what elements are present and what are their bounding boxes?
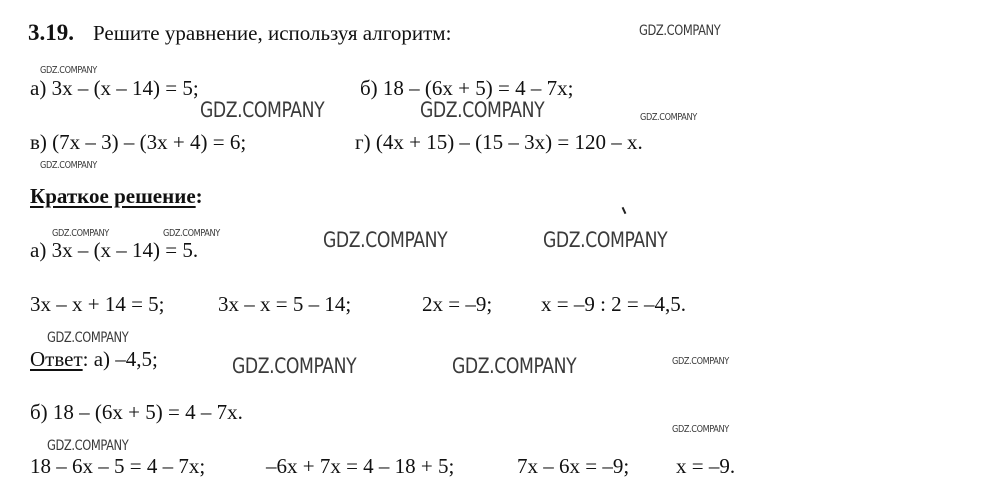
solution-heading [30,186,203,207]
watermark: GDZ.COMPANY [323,228,448,252]
watermark: GDZ.COMPANY [639,23,721,39]
solution-b-step-4: х = –9. [676,454,736,478]
answer-value: : а) –4,5; [82,347,158,371]
problem-number: 3.19. [28,20,74,45]
watermark: GDZ.COMPANY [163,228,220,239]
watermark: GDZ.COMPANY [672,356,729,367]
watermark: GDZ.COMPANY [200,98,325,122]
solution-a-step-3: 2х = –9; [422,292,493,316]
problem-statement: Решите уравнение, используя алгоритм: [93,21,452,45]
answer-line [30,349,158,370]
watermark: GDZ.COMPANY [40,65,97,76]
watermark: GDZ.COMPANY [640,112,697,123]
solution-heading-text: Краткое решение [30,184,196,208]
watermark: GDZ.COMPANY [452,354,577,378]
stray-mark [622,207,627,214]
solution-heading-colon: : [195,184,203,208]
solution-a-step-1: 3х – х + 14 = 5; [30,292,165,316]
answer-label: Ответ [30,347,83,371]
solution-b-equation: б) 18 – (6х + 5) = 4 – 7х. [30,400,243,424]
equation-a: а) 3х – (х – 14) = 5; [30,76,199,100]
watermark: GDZ.COMPANY [420,98,545,122]
solution-b-step-3: 7х – 6х = –9; [517,454,630,478]
watermark: GDZ.COMPANY [52,228,109,239]
solution-a-equation: а) 3х – (х – 14) = 5. [30,238,199,262]
solution-b-step-1: 18 – 6х – 5 = 4 – 7х; [30,454,206,478]
watermark: GDZ.COMPANY [543,228,668,252]
solution-b-step-2: –6х + 7х = 4 – 18 + 5; [266,454,455,478]
solution-a-step-2: 3х – х = 5 – 14; [218,292,352,316]
solution-a-step-4: х = –9 : 2 = –4,5. [541,292,687,316]
watermark: GDZ.COMPANY [40,160,97,171]
watermark: GDZ.COMPANY [47,330,129,346]
watermark: GDZ.COMPANY [232,354,357,378]
equation-v: в) (7х – 3) – (3х + 4) = 6; [30,130,247,154]
watermark: GDZ.COMPANY [47,438,129,454]
equation-g: г) (4х + 15) – (15 – 3х) = 120 – х. [355,130,643,154]
watermark: GDZ.COMPANY [672,424,729,435]
equation-b: б) 18 – (6х + 5) = 4 – 7х; [360,76,574,100]
